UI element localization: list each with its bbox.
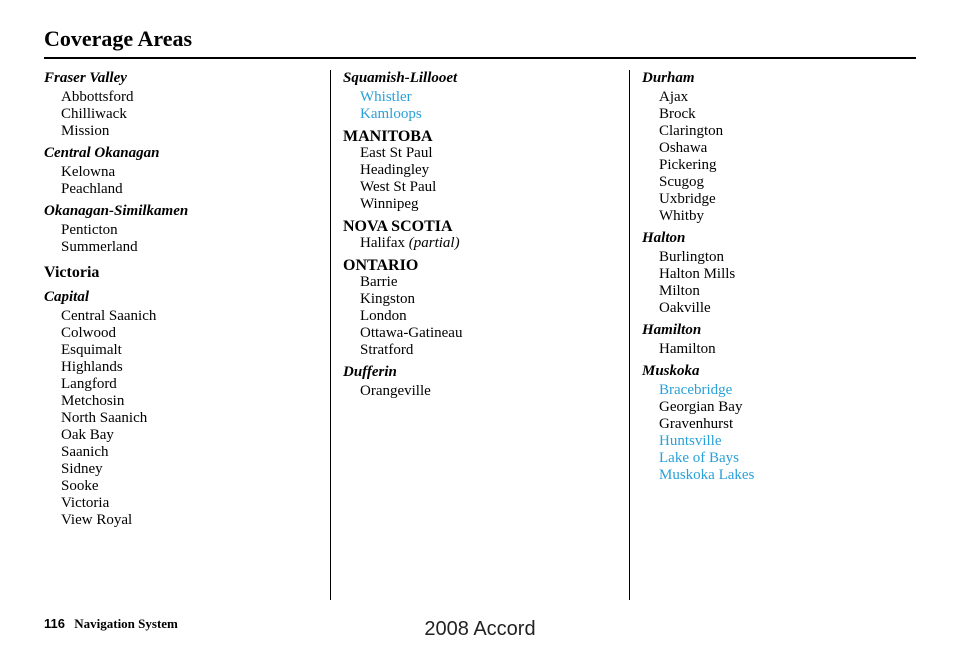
province-label: ONTARIO	[343, 257, 419, 274]
column-divider	[330, 70, 331, 600]
city: Barrie	[360, 274, 398, 290]
province-nova-scotia	[343, 218, 623, 252]
city: London	[360, 308, 407, 324]
region-label: Fraser Valley	[44, 70, 127, 86]
region-dufferin	[343, 364, 623, 400]
city: Clarington	[659, 123, 724, 139]
city: North Saanich	[61, 410, 148, 426]
city: Mission	[61, 123, 110, 139]
region-label: Central Okanagan	[44, 145, 160, 161]
province-ontario	[343, 257, 623, 359]
region-label: Muskoka	[642, 363, 700, 379]
region-muskoka	[642, 363, 922, 484]
city-link[interactable]: Huntsville	[659, 433, 722, 449]
city: Burlington	[659, 249, 725, 265]
province-manitoba	[343, 128, 623, 213]
region-label: Squamish-Lillooet	[343, 70, 458, 86]
city: Winnipeg	[360, 196, 419, 212]
city: Whitby	[659, 208, 704, 224]
city: Gravenhurst	[659, 416, 734, 432]
region-durham	[642, 70, 922, 225]
region-label: Okanagan-Similkamen	[44, 203, 189, 219]
column-divider	[629, 70, 630, 600]
city: Saanich	[61, 444, 109, 460]
city: Oshawa	[659, 140, 708, 156]
city-link[interactable]: Kamloops	[360, 106, 422, 122]
city: Peachland	[61, 181, 123, 197]
column-3	[642, 70, 922, 489]
city: Headingley	[360, 162, 430, 178]
city: Halton Mills	[659, 266, 736, 282]
city-link[interactable]: Muskoka Lakes	[659, 467, 755, 483]
city: Penticton	[61, 222, 118, 238]
coverage-note: (partial)	[408, 235, 460, 251]
city-link[interactable]: Bracebridge	[659, 382, 733, 398]
region-label: Capital	[44, 289, 90, 305]
city-name: Halifax	[360, 235, 405, 251]
region-central-okanagan	[44, 145, 324, 198]
region-label: Dufferin	[343, 364, 397, 380]
city: Georgian Bay	[659, 399, 743, 415]
region-capital	[44, 289, 324, 529]
watermark: 2008 Accord	[424, 618, 536, 640]
city: Central Saanich	[61, 308, 157, 324]
city: Abbottsford	[61, 89, 134, 105]
city: Highlands	[61, 359, 123, 375]
city: Victoria	[61, 495, 110, 511]
city: Scugog	[659, 174, 704, 190]
city-link[interactable]: Whistler	[360, 89, 412, 105]
page-title: Coverage Areas	[44, 26, 193, 51]
city: Kingston	[360, 291, 416, 307]
city: View Royal	[61, 512, 133, 528]
city: Pickering	[659, 157, 717, 173]
region-fraser-valley	[44, 70, 324, 140]
region-okanagan-similkamen	[44, 203, 324, 256]
city: Colwood	[61, 325, 117, 341]
city: Uxbridge	[659, 191, 716, 207]
province-label: NOVA SCOTIA	[343, 218, 453, 235]
column-2	[343, 70, 623, 405]
footer-section: Navigation System	[74, 616, 178, 631]
city: Hamilton	[659, 341, 716, 357]
city: Oakville	[659, 300, 711, 316]
region-label: Durham	[642, 70, 695, 86]
city: Kelowna	[61, 164, 116, 180]
city: Sidney	[61, 461, 103, 477]
section-heading-victoria: Victoria	[44, 264, 100, 281]
region-label: Halton	[642, 230, 686, 246]
region-label: Hamilton	[642, 322, 702, 338]
city: East St Paul	[360, 145, 433, 161]
city: Ajax	[659, 89, 689, 105]
column-1	[44, 70, 324, 534]
region-hamilton	[642, 322, 922, 358]
city	[343, 235, 623, 252]
city: West St Paul	[360, 179, 437, 195]
city: Langford	[61, 376, 117, 392]
title-rule	[44, 57, 916, 59]
region-squamish-lillooet	[343, 70, 623, 123]
city: Orangeville	[360, 383, 431, 399]
city: Milton	[659, 283, 700, 299]
city: Chilliwack	[61, 106, 127, 122]
city: Stratford	[360, 342, 414, 358]
city: Metchosin	[61, 393, 125, 409]
city: Oak Bay	[61, 427, 114, 443]
city-link[interactable]: Lake of Bays	[659, 450, 739, 466]
city: Ottawa-Gatineau	[360, 325, 463, 341]
city: Brock	[659, 106, 696, 122]
city: Sooke	[61, 478, 99, 494]
city: Esquimalt	[61, 342, 122, 358]
city: Summerland	[61, 239, 138, 255]
province-label: MANITOBA	[343, 128, 433, 145]
page-number: 116	[44, 616, 65, 631]
region-halton	[642, 230, 922, 317]
